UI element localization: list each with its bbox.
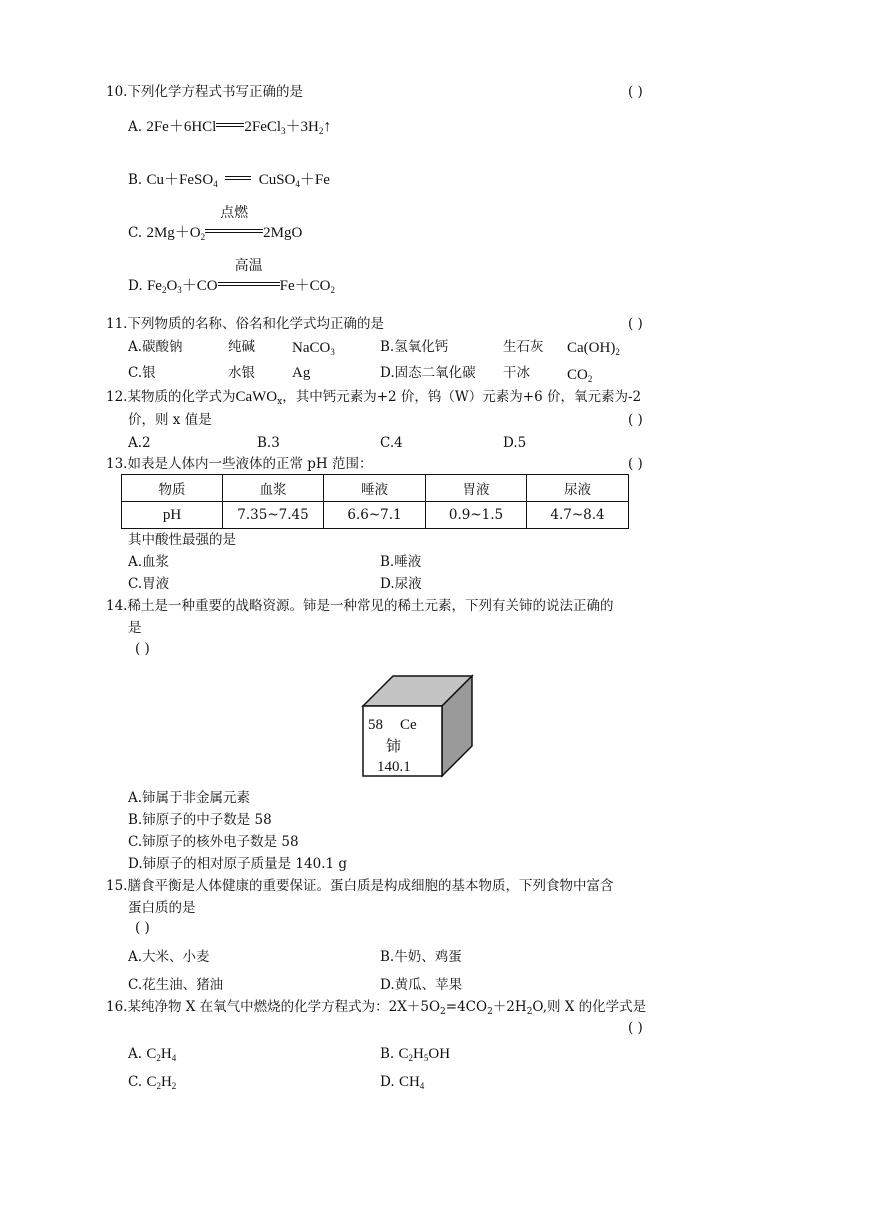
formula-part: H [160,1046,172,1062]
q14-stem-line1: 14.稀土是一种重要的战略资源。铈是一种常见的稀土元素，下列有关铈的说法正确的 [106,598,614,614]
element-atomic-number: 58 [368,717,383,733]
q15-stem-line1: 15.膳食平衡是人体健康的重要保证。蛋白质是构成细胞的基本物质，下列食物中富含 [106,878,614,894]
q13-option-c: C.胃液 [128,576,170,592]
element-atomic-mass: 140.1 [377,759,411,775]
formula-part: CH [398,1074,420,1090]
condition-arrow [205,206,263,242]
q10-c-equation: $2Mg+O_2$ 点燃 2MgO [146,206,303,242]
formula: Ca(OH) [567,340,616,356]
q12-formula-subscript: x [277,397,283,407]
gas-arrow-icon: ↑ [323,118,332,135]
q15-option-c: C.花生油、猪油 [128,977,224,993]
q16-option-a [128,1045,176,1063]
q16-option-d [380,1073,424,1091]
table-header: 唾液 [324,475,426,502]
q16-stem-part: O,则 X 的化学式是 [532,999,647,1015]
formula-part: OH [428,1046,451,1062]
q14-stem-line2: 是 [128,620,142,636]
q15-answer-paren: ( ) [135,920,150,936]
formula-part: H [413,1046,424,1062]
q10-answer-paren: ( ) [628,84,643,100]
table-header: 尿液 [527,475,629,502]
q11-b-formula: $Ca(OH)_2$ [567,340,620,357]
q11-b-common: 生石灰 [503,339,544,355]
q13-answer-paren: ( ) [628,456,643,472]
q13-question: 其中酸性最强的是 [128,532,236,548]
q16-answer-paren: ( ) [628,1020,643,1036]
q15-stem-line2: 蛋白质的是 [128,900,196,916]
q10-c-rhs: 2MgO [263,225,303,241]
q10-b-lhs: Cu＋FeSO [146,172,214,188]
formula: CO [567,367,588,383]
q11-a-formula: NaCO$_3$ [292,340,335,357]
table-header: 物质 [122,475,223,502]
reaction-condition: 点燃 [220,206,249,221]
formula: $CH_4$ [398,1074,425,1091]
element-name: 铈 [386,737,402,755]
q12-option-a: A.2 [128,435,151,451]
q12-stem-part: ，其中钙元素为+2 价，钨（W）元素为+6 价，氧元素为-2 [282,389,642,405]
option-label: B. [380,1046,395,1062]
q11-d-common: 干冰 [503,365,530,381]
q10-a-lhs: 2Fe＋6HCl [146,119,217,135]
q10-d-lhs-o: O [166,278,178,294]
formula: $C_2H_5OH$ [398,1046,451,1063]
equals-sign [216,123,244,127]
option-label: A. [128,119,143,135]
q11-a-common: 纯碱 [228,339,255,355]
q12-option-d: D.5 [503,435,527,451]
ph-table [121,474,629,529]
q10-d-rhs: Fe＋CO [279,278,331,294]
q14-option-d: D.铈原子的相对原子质量是 140.1 g [128,856,348,872]
q10-d-lhs: Fe [146,278,162,294]
q13-option-b: B.唾液 [380,554,422,570]
q15-option-d: D.黄瓜、苹果 [380,977,463,993]
q14-option-b: B.铈原子的中子数是 58 [128,812,272,828]
q11-b-name: B.氢氧化钙 [380,339,449,355]
q15-option-a: A.大米、小麦 [128,949,210,965]
q16-option-c [128,1073,176,1091]
q10-d-lhs-co: ＋CO [181,278,218,294]
q11-c-common: 水银 [228,365,255,381]
q10-a-equation: 2Fe＋6HCl $2FeCl_3+3H_2↑$ [146,118,332,136]
q13-option-d: D.尿液 [380,576,422,592]
q10-c-lhs: 2Mg＋O [146,225,201,241]
q14-option-c: C.铈原子的核外电子数是 58 [128,834,299,850]
q10-d-equation: $Fe_2O_3+CO$ 高温 $Fe+CO_2$ [146,259,335,295]
table-cell: 4.7~8.4 [527,502,629,529]
q15-option-b: B.牛奶、鸡蛋 [380,949,462,965]
q11-d-formula: $CO_2$ [567,367,593,384]
q10-b-equation: Cu＋FeSO$_4$ CuSO$_4$＋Fe [146,172,330,189]
q14-option-a: A.铈属于非金属元素 [128,790,251,806]
q12-stem-line2: 价，则 x 值是 [128,412,212,428]
q16-stem-part: ＋2H [492,999,527,1015]
q11-d-name: D.固态二氧化碳 [380,365,476,381]
formula: $C_2H_2$ [146,1074,177,1091]
q12-option-c: C.4 [380,435,403,451]
q11-a-name: A.碳酸钠 [128,339,183,355]
q16-stem-part: 16.某纯净物 X 在氧气中燃烧的化学方程式为：2X＋5O [106,999,441,1015]
table-cell: 7.35~7.45 [223,502,324,529]
q10-b-rhs: CuSO [258,172,296,188]
option-label: D. [128,278,143,294]
q13-option-a: A.血浆 [128,554,170,570]
condition-arrow [218,259,280,295]
q11-c-formula: Ag [292,365,311,381]
q11-stem: 11.下列物质的名称、俗名和化学式均正确的是 [106,316,384,332]
option-label: D. [380,1074,395,1090]
table-cell: 6.6~7.1 [324,502,426,529]
q10-option-a [128,118,331,136]
q12-stem-line1 [106,388,641,406]
q16-stem: 16.某纯净物 X 在氧气中燃烧的化学方程式为：$2X+5O_2=4CO_2+2H_2O$,则 X 的化学式是 [106,999,647,1017]
q10-option-b [128,171,330,189]
formula-part: C [146,1046,157,1062]
table-row [122,502,629,529]
q12-answer-paren: ( ) [628,412,643,428]
q10-b-rhs2: ＋Fe [299,172,330,188]
formula: NaCO [292,340,331,356]
table-header: 胃液 [426,475,527,502]
q10-stem: 10.下列化学方程式书写正确的是 [106,84,303,100]
option-label: C. [128,225,143,241]
q10-option-d [128,259,335,295]
table-header: 血浆 [223,475,324,502]
formula-part: C [398,1046,409,1062]
option-label: B. [128,172,143,188]
reaction-condition: 高温 [234,259,263,274]
q10-a-rhs: 2FeCl [244,119,282,135]
option-label: C. [128,1074,143,1090]
q10-a-rhs2: ＋3H [285,119,319,135]
q12-option-b: B.3 [257,435,280,451]
q13-stem: 13.如表是人体内一些液体的正常 pH 范围： [106,456,373,472]
q16-option-b [380,1045,450,1063]
q10-option-c [128,206,303,242]
equals-sign [225,176,251,180]
q11-answer-paren: ( ) [628,316,643,332]
q12-stem-part: 12.某物质的化学式为 [106,389,236,405]
option-label: A. [128,1046,143,1062]
q16-stem-part: =4CO [445,999,488,1015]
formula-part: H [160,1074,172,1090]
element-symbol: Ce [400,717,417,733]
formula-part: C [146,1074,157,1090]
table-cell: pH [122,502,223,529]
q12-formula: CaWO [235,389,278,405]
table-cell: 0.9~1.5 [426,502,527,529]
q14-answer-paren: ( ) [135,641,150,657]
table-header-row [122,475,629,502]
q11-c-name: C.银 [128,365,156,381]
formula: $C_2H_4$ [146,1046,177,1063]
